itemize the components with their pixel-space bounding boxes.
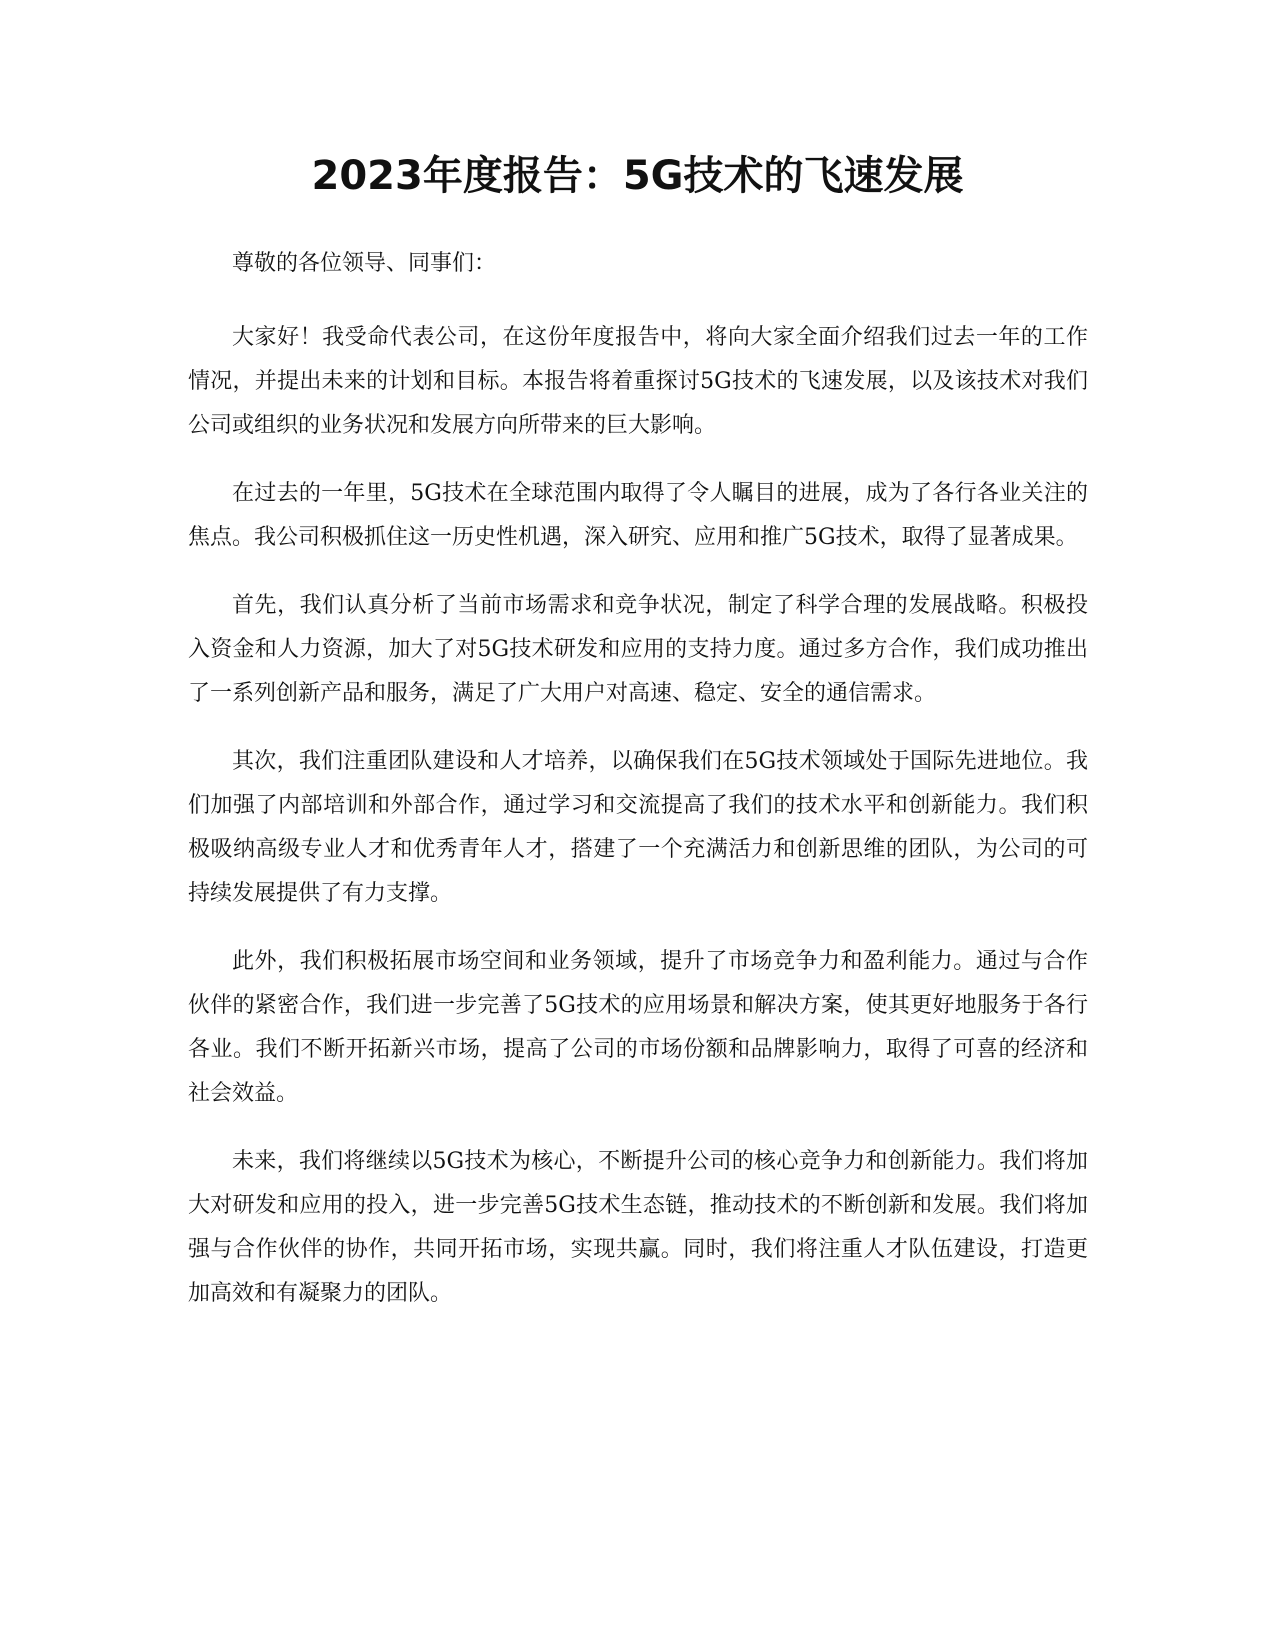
paragraph-6: 未来，我们将继续以5G技术为核心，不断提升公司的核心竞争力和创新能力。我们将加大对研发和应用的投入，进一步完善5G技术生态链，推动技术的不断创新和发展。我们将加强与合作伙伴的协作，共同开拓市场，实现共赢。同时，我们将注重人才队伍建设，打造更加高效和有凝聚力的团队。 (188, 1149, 1088, 1306)
paragraph-3: 首先，我们认真分析了当前市场需求和竞争状况，制定了科学合理的发展战略。积极投入资金和人力资源，加大了对5G技术研发和应用的支持力度。通过多方合作，我们成功推出了一系列创新产品和服务，满足了广大用户对高速、稳定、安全的通信需求。 (188, 593, 1088, 706)
document-body (188, 242, 1088, 1340)
paragraph-2: 在过去的一年里，5G技术在全球范围内取得了令人瞩目的进展，成为了各行各业关注的焦点。我公司积极抓住这一历史性机遇，深入研究、应用和推广5G技术，取得了显著成果。 (188, 481, 1088, 550)
paragraph-1: 大家好！我受命代表公司，在这份年度报告中，将向大家全面介绍我们过去一年的工作情况，并提出未来的计划和目标。本报告将着重探讨5G技术的飞速发展，以及该技术对我们公司或组织的业务状况和发展方向所带来的巨大影响。 (188, 325, 1088, 438)
document-title: 2023年度报告：5G技术的飞速发展 (311, 153, 964, 199)
paragraph-4: 其次，我们注重团队建设和人才培养，以确保我们在5G技术领域处于国际先进地位。我们加强了内部培训和外部合作，通过学习和交流提高了我们的技术水平和创新能力。我们积极吸纳高级专业人才和优秀青年人才，搭建了一个充满活力和创新思维的团队，为公司的可持续发展提供了有力支撑。 (188, 749, 1088, 906)
paragraph-5: 此外，我们积极拓展市场空间和业务领域，提升了市场竞争力和盈利能力。通过与合作伙伴的紧密合作，我们进一步完善了5G技术的应用场景和解决方案，使其更好地服务于各行各业。我们不断开拓新兴市场，提高了公司的市场份额和品牌影响力，取得了可喜的经济和社会效益。 (188, 949, 1088, 1106)
salutation: 尊敬的各位领导、同事们： (232, 251, 497, 276)
